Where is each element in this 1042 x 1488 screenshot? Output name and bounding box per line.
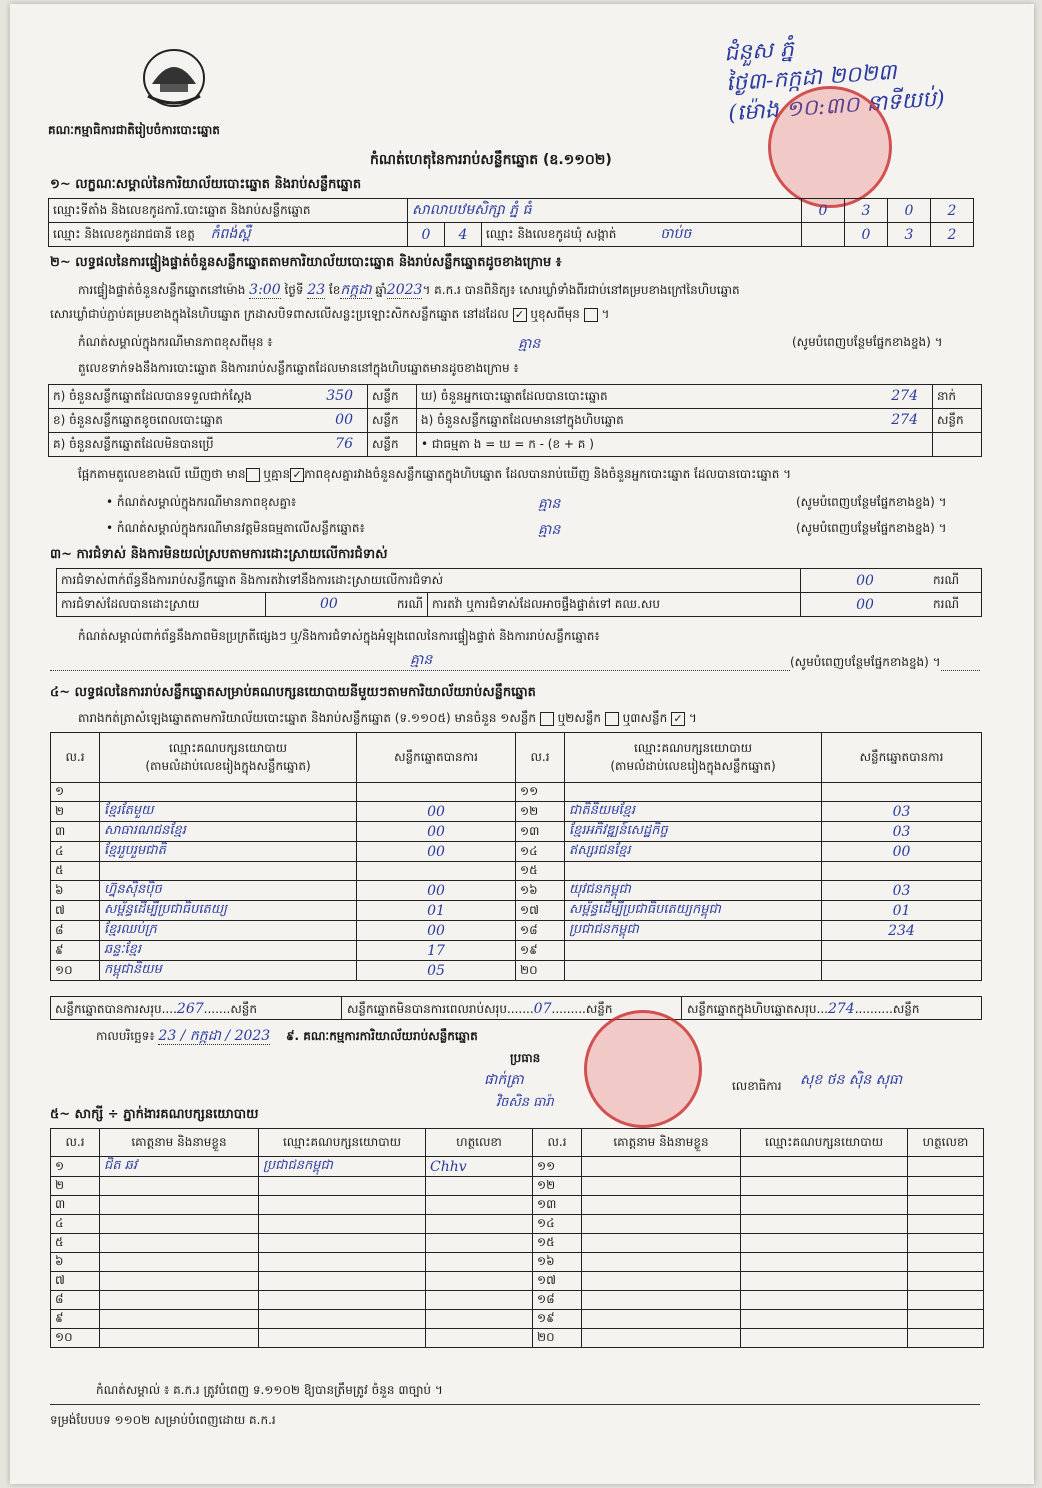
result-party: ខ្មែររួបរួមជាតិ (100, 842, 357, 862)
witness-name (100, 1310, 259, 1329)
result-number: ១៣ (516, 822, 565, 842)
result-votes: 01 (357, 901, 516, 921)
complaints-label: ការជំទាស់ពាក់ព័ន្ធនឹងការរាប់សន្លឹកឆ្នោត និងការតវ៉ាទៅនឹងការដោះស្រាយលើការជំទាស់ (57, 569, 801, 593)
witness-party (259, 1253, 426, 1272)
result-party (565, 862, 822, 881)
code-digit: 2 (931, 199, 974, 223)
result-number: ២០ (516, 961, 565, 981)
witness-signature (426, 1215, 533, 1234)
section-4-title: ៤~ លទ្ធផលនៃការរាប់សន្លឹកឆ្នោតសម្រាប់គណបក្សនយោបាយនីមួយៗតាមការិយាល័យរាប់សន្លឹកឆ្នោត (50, 685, 536, 700)
chair-name: វិចសិន ធារ៉ា (496, 1095, 554, 1110)
result-party: សម្ព័ន្ធដើម្បីប្រជាធិបតេយ្យ (100, 901, 357, 921)
witness-party (741, 1215, 908, 1234)
witness-name (582, 1310, 741, 1329)
col-no: ល.រ (51, 733, 100, 783)
note-line-3: (ម៉ោង ១០:៣០ នាទីយប់) (727, 86, 946, 127)
result-votes (822, 941, 982, 961)
witness-signature (908, 1196, 984, 1215)
result-number: ១៩ (516, 941, 565, 961)
figure-label: ង) ចំនួនសន្លឹកឆ្នោតដែលមាននៅក្នុងហិបឆ្នោត 274 (417, 409, 933, 433)
result-number: ៩ (51, 941, 100, 961)
witness-name (100, 1196, 259, 1215)
result-votes: 00 (357, 881, 516, 901)
commune-label: ឈ្មោះ និងលេខកូដឃុំ សង្កាត់ ចាប់ច (482, 223, 802, 247)
figure-label: ខ) ចំនួនសន្លឹកឆ្នោតខូចពេលបោះឆ្នោត 00 (49, 409, 368, 433)
code-digit: 0 (802, 199, 845, 223)
note-line-2: ថ្ងៃ៣-កក្កដា ២០២៣ (725, 59, 898, 97)
form-usage-note: ទម្រង់បែបបទ ១១០២ សម្រាប់បំពេញដោយ គ.ក.រ (50, 1413, 276, 1427)
witness-party (741, 1291, 908, 1310)
result-votes: 00 (357, 921, 516, 941)
has-difference-checkbox[interactable] (246, 468, 260, 482)
witness-number: ១៣ (533, 1196, 582, 1215)
location-label: ឈ្មោះទីតាំង និងលេខកូដការិ.បោះឆ្នោត និងរាប់សន្លឹកឆ្នោត (49, 199, 408, 223)
location-value: សាលាបឋមសិក្សា ភ្នំ ធំ (408, 199, 802, 223)
result-number: ៧ (51, 901, 100, 921)
witness-name (100, 1329, 259, 1348)
verification-time-line: ការផ្ទៀងផ្ទាត់ចំនួនសន្លឹកឆ្នោតនៅម៉ោង 3:00 ថ្ងៃទី 23 ខែកក្កដា ឆ្នាំ2023។ គ.ក.រ បានពិនិត្យ៖ សោរឃ្លាំទាំងពីរជាប់នៅគម្របខាងក្រៅនៃហិបឆ្នោត (78, 282, 740, 298)
witness-row (51, 1272, 984, 1291)
result-party (565, 783, 822, 802)
witness-number: ២០ (533, 1329, 582, 1348)
witness-name (582, 1177, 741, 1196)
committee-label: ៩. គណៈកម្មការការិយាល័យរាប់សន្លឹកឆ្នោត (286, 1029, 478, 1043)
footer-note: កំណត់សម្គាល់ ៖ គ.ក.រ ត្រូវបំពេញ ទ.១១០២ ឱ្យបានត្រឹមត្រូវ ចំនួន ៣ច្បាប់ ។ (96, 1383, 443, 1397)
date-line: កាលបរិច្ឆេទ៖ 23 / កក្កដា / 2023 ៩. គណៈកម្មការការិយាល័យរាប់សន្លឹកឆ្នោត (96, 1028, 478, 1044)
witness-row (51, 1196, 984, 1215)
figures-intro: តួលេខទាក់ទងនឹងការបោះឆ្នោត និងការរាប់សន្លឹកឆ្នោតដែលមាននៅក្នុងហិបឆ្នោតមានដូចខាងក្រោម ៖ (78, 361, 519, 375)
difference-note-value: គ្មាន (518, 336, 541, 352)
witness-number: ៧ (51, 1272, 100, 1291)
result-party: ខ្មែរអភិវឌ្ឍន៍សេដ្ឋកិច្ច (565, 822, 822, 842)
result-votes: 01 (822, 901, 982, 921)
witness-party (259, 1291, 426, 1310)
result-party: ខ្មែរតែមួយ (100, 802, 357, 822)
results-table (50, 732, 982, 981)
note-line-1: ជំនួស ភ្នំ (723, 36, 795, 67)
time-value: 3:00 (249, 282, 281, 298)
result-votes: 00 (357, 842, 516, 862)
witness-signature (426, 1234, 533, 1253)
witness-number: ៦ (51, 1253, 100, 1272)
three-sheet-checkbox[interactable]: ✓ (671, 712, 685, 726)
same-checkbox[interactable]: ✓ (513, 308, 527, 322)
form-page (10, 4, 1034, 1484)
seal-status-line: សោរឃ្លាំជាប់ភ្ជាប់គម្របខាងក្នុងនៃហិបឆ្នោត ក្រដាសបិទពាសលើសន្លះប្រឡោះសិកសន្លឹកឆ្នោត នៅដដែល ✓ ឬខុសពីមុន ។ (50, 307, 610, 321)
result-row (51, 822, 982, 842)
witness-party (259, 1196, 426, 1215)
witness-signature (908, 1253, 984, 1272)
witness-signature: Chhv (426, 1157, 533, 1177)
figure-row (49, 409, 982, 433)
figure-unit: នាក់ (933, 385, 982, 409)
figure-unit: សន្លឹក (933, 409, 982, 433)
result-party: សាធារណជនខ្មែរ (100, 822, 357, 842)
result-votes: 05 (357, 961, 516, 981)
witness-signature (426, 1291, 533, 1310)
result-votes (357, 783, 516, 802)
witness-name (100, 1234, 259, 1253)
difference-remark-value: គ្មាន (538, 496, 561, 512)
result-row (51, 901, 982, 921)
result-number: ៨ (51, 921, 100, 941)
witness-name (100, 1272, 259, 1291)
witness-row (51, 1234, 984, 1253)
col-no: ល.រ (516, 733, 565, 783)
witness-signature (426, 1253, 533, 1272)
result-row (51, 881, 982, 901)
witness-row (51, 1310, 984, 1329)
result-party: ខ្មែរឈប់ក្រ (100, 921, 357, 941)
result-row (51, 862, 982, 881)
result-party: ហ្វ៊ុនស៊ិនប៉ិច (100, 881, 357, 901)
witness-signature (426, 1329, 533, 1348)
figure-label: • ជាធម្មតា ង = ឃ = ក - (ខ + គ ) (417, 433, 933, 457)
witness-name (582, 1157, 741, 1177)
section-3-title: ៣~ ការជំទាស់ និងការមិនយល់ស្របតាមការដោះស្រាយលើការជំទាស់ (50, 547, 388, 562)
figure-unit (933, 433, 982, 457)
result-party: កម្ពុជានិយម (100, 961, 357, 981)
result-votes: 00 (822, 842, 982, 862)
result-number: ៥ (51, 862, 100, 881)
witness-signature (426, 1272, 533, 1291)
figure-unit: សន្លឹក (368, 433, 417, 457)
witness-party (741, 1157, 908, 1177)
result-number: ១៦ (516, 881, 565, 901)
witness-party (259, 1234, 426, 1253)
box-total: 274 (827, 1001, 855, 1017)
witness-signature (908, 1177, 984, 1196)
witness-signature (426, 1310, 533, 1329)
witness-party (741, 1234, 908, 1253)
witness-name (100, 1291, 259, 1310)
org-name: គណៈកម្មាធិការជាតិរៀបចំការបោះឆ្នោត (48, 123, 220, 137)
nec-logo-icon (138, 44, 210, 110)
result-number: ១២ (516, 802, 565, 822)
witness-number: ១៤ (533, 1215, 582, 1234)
witness-name (582, 1215, 741, 1234)
figure-row (49, 433, 982, 457)
result-party: យុវជនកម្ពុជា (565, 881, 822, 901)
witness-party (741, 1177, 908, 1196)
col-party: ឈ្មោះគណបក្សនយោបាយ (តាមលំដាប់លេខរៀងក្នុងសន្លឹកឆ្នោត) (100, 733, 357, 783)
result-number: ១៨ (516, 921, 565, 941)
resolved-cell: 00 ករណី (266, 593, 428, 617)
result-party: សម្ព័ន្ធដើម្បីប្រជាធិបតេយ្យកម្ពុជា (565, 901, 822, 921)
witness-signature (908, 1215, 984, 1234)
witness-number: ១០ (51, 1329, 100, 1348)
figure-value: 76 (335, 435, 353, 452)
figure-label: ឃ) ចំនួនអ្នកបោះឆ្នោតដែលបានបោះឆ្នោត 274 (417, 385, 933, 409)
result-votes: 03 (822, 881, 982, 901)
result-party (565, 941, 822, 961)
month-value: កក្កដា (340, 282, 372, 298)
result-row (51, 941, 982, 961)
witness-row (51, 1253, 984, 1272)
col-witness-sign: ហត្ថលេខា (426, 1129, 533, 1157)
col-votes: សន្លឹកឆ្នោតបានការ (357, 733, 516, 783)
witness-row (51, 1215, 984, 1234)
secretary-signature: សុខ ថន ស៊ិន សុធា (800, 1072, 903, 1088)
result-votes: 03 (822, 802, 982, 822)
result-number: ៤ (51, 842, 100, 862)
witness-signature (426, 1177, 533, 1196)
witness-row (51, 1291, 984, 1310)
irregularities-value: គ្មាន (410, 652, 433, 668)
complaints-value: 00 (801, 569, 930, 593)
witness-row (51, 1177, 984, 1196)
result-votes: 00 (357, 802, 516, 822)
form-title: កំណត់ហេតុនៃការរាប់សន្លឹកឆ្នោត (ឧ.១១០២) (370, 152, 612, 168)
witness-party (259, 1329, 426, 1348)
witness-party (741, 1272, 908, 1291)
witness-number: ៩ (51, 1310, 100, 1329)
result-row (51, 921, 982, 941)
complaints-table: ការជំទាស់ពាក់ព័ន្ធនឹងការរាប់សន្លឹកឆ្នោត និងការតវ៉ាទៅនឹងការដោះស្រាយលើការជំទាស់ 00 ករណី ការជំទាស់ដែលបានដោះស្រាយ 00 ករណី ការតវ៉ា ឬការជំទាស់ដែលអាចផ្ទឹងផ្ទាត់ទៅ គឈ.សប 00 ករណី (56, 568, 982, 617)
figure-label: ក) ចំនួនសន្លឹកឆ្នោតដែលបានទទួលជាក់ស្តែង 350 (49, 385, 368, 409)
result-party (100, 862, 357, 881)
code-digit: 0 (408, 223, 445, 247)
code-digit: 0 (888, 199, 931, 223)
witness-party (741, 1329, 908, 1348)
result-number: ១០ (51, 961, 100, 981)
witness-signature (908, 1157, 984, 1177)
witness-party (259, 1272, 426, 1291)
irregularities-label: កំណត់សម្គាល់ពាក់ព័ន្ធនឹងភាពមិនប្រក្រតីផ្សេងៗ ឬ/និងការជំទាស់ក្នុងអំឡុងពេលនៃការផ្ទៀងផ្ទាត់ និងការរាប់សន្លឹកឆ្នោត៖ (78, 629, 600, 643)
code-digit: 3 (845, 199, 888, 223)
code-digit: 3 (888, 223, 931, 247)
witness-party (259, 1310, 426, 1329)
result-votes: 234 (822, 921, 982, 941)
witness-number: ១៧ (533, 1272, 582, 1291)
result-number: ១១ (516, 783, 565, 802)
witness-number: ៣ (51, 1196, 100, 1215)
code-digit: 2 (931, 223, 974, 247)
figure-label: គ) ចំនួនសន្លឹកឆ្នោតដែលមិនបានប្រើ 76 (49, 433, 368, 457)
witness-name (582, 1291, 741, 1310)
witness-party (741, 1196, 908, 1215)
result-row (51, 802, 982, 822)
valid-total: 267 (176, 1001, 204, 1017)
witness-number: ១២ (533, 1177, 582, 1196)
witness-party (259, 1177, 426, 1196)
one-sheet-checkbox[interactable] (540, 712, 554, 726)
irregularities-line: គ្មាន (សូមបំពេញបន្ថែមផ្នែកខាងខ្នង) ។ (50, 654, 980, 671)
section-1-table (48, 198, 974, 247)
witness-signature (908, 1291, 984, 1310)
result-party: ឥស្សរជនខ្មែរ (565, 842, 822, 862)
province-label: ឈ្មោះ និងលេខកូដរាជធានី ខេត្ត កំពង់ស្ពឺ (49, 223, 408, 247)
witness-name (582, 1272, 741, 1291)
official-stamp-top (768, 86, 892, 208)
result-number: ១៤ (516, 842, 565, 862)
totals-row: សន្លឹកឆ្នោតបានការសរុប....267.......សន្លឹក សន្លឹកឆ្នោតមិនបានការពេលរាប់សរុប.......07.........សន្លឹក សន្លឹកឆ្នោតក្នុងហិបឆ្នោតសរុប...274..........សន្លឹក (50, 996, 982, 1020)
result-party (100, 783, 357, 802)
code-digit: 0 (845, 223, 888, 247)
witness-signature (908, 1272, 984, 1291)
witness-number: ៥ (51, 1234, 100, 1253)
witness-name (100, 1253, 259, 1272)
witness-row (51, 1157, 984, 1177)
result-row (51, 842, 982, 862)
witness-number: ១៩ (533, 1310, 582, 1329)
witness-number: ១៥ (533, 1234, 582, 1253)
witness-signature (426, 1196, 533, 1215)
result-number: ១៥ (516, 862, 565, 881)
result-party: ប្រជាជនកម្ពុជា (565, 921, 822, 941)
result-number: ៣ (51, 822, 100, 842)
witness-table: ល.រ គោត្តនាម និងនាមខ្លួន ឈ្មោះគណបក្សនយោបាយ ហត្ថលេខា ល.រ គោត្តនាម និងនាមខ្លួន ឈ្មោះគណបក្សនយោបាយ ហត្ថលេខា ១ ជិត ឆវ ប្រជាជនកម្ពុជា Chhv ១១ ២ ១២ ៣ ១៣ ៤ ១៤ ៥ ១៥ ៦ ១៦ ៧ ១៧ ៨ ១៨ ៩ ១៩ ១០ ២០ (50, 1128, 984, 1348)
result-row (51, 783, 982, 802)
col-party: ឈ្មោះគណបក្សនយោបាយ (តាមលំដាប់លេខរៀងក្នុងសន្លឹកឆ្នោត) (565, 733, 822, 783)
difference-note-line: កំណត់សម្គាល់ក្នុងករណីមានភាពខុសពីមុន ៖ គ្មាន (សូមបំពេញបន្ថែមផ្នែកខាងខ្នង) ។ (78, 334, 978, 352)
year-value: 2023 (386, 282, 423, 298)
witness-party (741, 1253, 908, 1272)
witness-number: ១៦ (533, 1253, 582, 1272)
result-party: ឆន្ទៈខ្មែរ (100, 941, 357, 961)
witness-number: ២ (51, 1177, 100, 1196)
figure-value: 350 (326, 387, 353, 404)
chair-signature: ផាក់ត្រា (484, 1072, 524, 1088)
result-number: ១ (51, 783, 100, 802)
witness-number: ៤ (51, 1215, 100, 1234)
witness-party: ប្រជាជនកម្ពុជា (259, 1157, 426, 1177)
witness-row (51, 1329, 984, 1348)
date-value: 23 / កក្កដា / 2023 (158, 1028, 271, 1044)
commune-value: ចាប់ច (660, 226, 692, 242)
result-party: ជាតិនិយមខ្មែរ (565, 802, 822, 822)
section-1-title: ១~ លក្ខណៈសម្គាល់នៃការិយាល័យបោះឆ្នោត និងរាប់សន្លឹកឆ្នោត (50, 177, 362, 192)
section-2-title: ២~ លទ្ធផលនៃការផ្ទៀងផ្ទាត់ចំនួនសន្លឹកឆ្នោតតាមការិយាល័យបោះឆ្នោត និងរាប់សន្លឹកឆ្នោតដូចខាងក្រោម ៖ (50, 255, 562, 270)
witness-signature (908, 1329, 984, 1348)
result-number: ២ (51, 802, 100, 822)
appeal-value: 00 (801, 593, 930, 617)
result-votes (822, 862, 982, 881)
witness-name (582, 1234, 741, 1253)
figure-unit: សន្លឹក (368, 409, 417, 433)
resolved-value: 00 (320, 595, 338, 612)
resolved-label: ការជំទាស់ដែលបានដោះស្រាយ (57, 593, 266, 617)
abnormal-remark-value: គ្មាន (538, 522, 561, 538)
tally-sheet-line: តារាងកត់ត្រាសំឡេងឆ្នោតតាមការិយាល័យបោះឆ្នោត និងរាប់សន្លឹកឆ្នោត (ទ.១១០៥) មានចំនួន ១សន្លឹក ឬ២សន្លឹក ឬ៣សន្លឹក ✓ ។ (78, 711, 697, 725)
no-difference-checkbox[interactable]: ✓ (290, 468, 304, 482)
section-5-title: ៥~ សាក្សី ÷ ភ្នាក់ងារគណបក្សនយោបាយ (50, 1107, 259, 1122)
figures-table (48, 384, 982, 457)
witness-name: ជិត ឆវ (100, 1157, 259, 1177)
secretary-label: លេខាធិការ (732, 1079, 782, 1093)
official-stamp-bottom (584, 1010, 702, 1128)
result-votes: 17 (357, 941, 516, 961)
result-number: ១៧ (516, 901, 565, 921)
witness-name (100, 1215, 259, 1234)
result-votes: 00 (357, 822, 516, 842)
result-votes (822, 961, 982, 981)
result-votes (822, 783, 982, 802)
result-number: ៦ (51, 881, 100, 901)
invalid-total: 07 (533, 1001, 552, 1017)
day-value: 23 (307, 282, 326, 298)
col-witness-name: គោត្តនាម និងនាមខ្លួន (100, 1129, 259, 1157)
result-votes (357, 862, 516, 881)
result-votes: 03 (822, 822, 982, 842)
witness-name (582, 1329, 741, 1348)
witness-party (259, 1215, 426, 1234)
figure-value: 274 (891, 411, 918, 428)
discrepancy-line: ផ្អែកតាមតួលេខខាងលើ ឃើញថា មាន ឬគ្មាន ✓ ភាពខុសគ្នារវាងចំនួនសន្លឹកឆ្នោតក្នុងហិបឆ្នោត ដែលបានរាប់ឃើញ និងចំនួនអ្នកបោះឆ្នោត ដែលបានបោះឆ្នោត ។ (78, 467, 792, 481)
appeal-label: ការតវ៉ា ឬការជំទាស់ដែលអាចផ្ទឹងផ្ទាត់ទៅ គឈ.សប (427, 593, 800, 617)
result-party (565, 961, 822, 981)
col-witness-party: ឈ្មោះគណបក្សនយោបាយ (259, 1129, 426, 1157)
witness-name (582, 1196, 741, 1215)
figure-value: 274 (891, 387, 918, 404)
witness-number: ១៨ (533, 1291, 582, 1310)
footer-divider (50, 1404, 980, 1405)
result-row (51, 961, 982, 981)
witness-number: ១១ (533, 1157, 582, 1177)
province-value: កំពង់ស្ពឺ (210, 226, 251, 242)
figure-row (49, 385, 982, 409)
col-votes: សន្លឹកឆ្នោតបានការ (822, 733, 982, 783)
witness-signature (908, 1310, 984, 1329)
chair-label: ប្រធាន (510, 1051, 541, 1065)
different-checkbox[interactable] (584, 308, 598, 322)
witness-number: ១ (51, 1157, 100, 1177)
witness-name (100, 1177, 259, 1196)
witness-name (582, 1253, 741, 1272)
difference-remark: • កំណត់សម្គាល់ក្នុងករណីមានភាពខុសគ្នា៖ គ្មាន (សូមបំពេញបន្ថែមផ្នែកខាងខ្នង) ។ (106, 494, 976, 512)
figure-unit: សន្លឹក (368, 385, 417, 409)
fill-back-note: (សូមបំពេញបន្ថែមផ្នែកខាងខ្នង) ។ (792, 335, 943, 349)
two-sheet-checkbox[interactable] (605, 712, 619, 726)
witness-number: ៨ (51, 1291, 100, 1310)
abnormal-remark: • កំណត់សម្គាល់ក្នុងករណីមានវត្តមិនធម្មតាលើសន្លឹកឆ្នោត៖ គ្មាន (សូមបំពេញបន្ថែមផ្នែកខាងខ្នង) ។ (106, 520, 976, 538)
witness-signature (908, 1234, 984, 1253)
figure-value: 00 (335, 411, 353, 428)
code-digit: 4 (445, 223, 482, 247)
witness-party (741, 1310, 908, 1329)
